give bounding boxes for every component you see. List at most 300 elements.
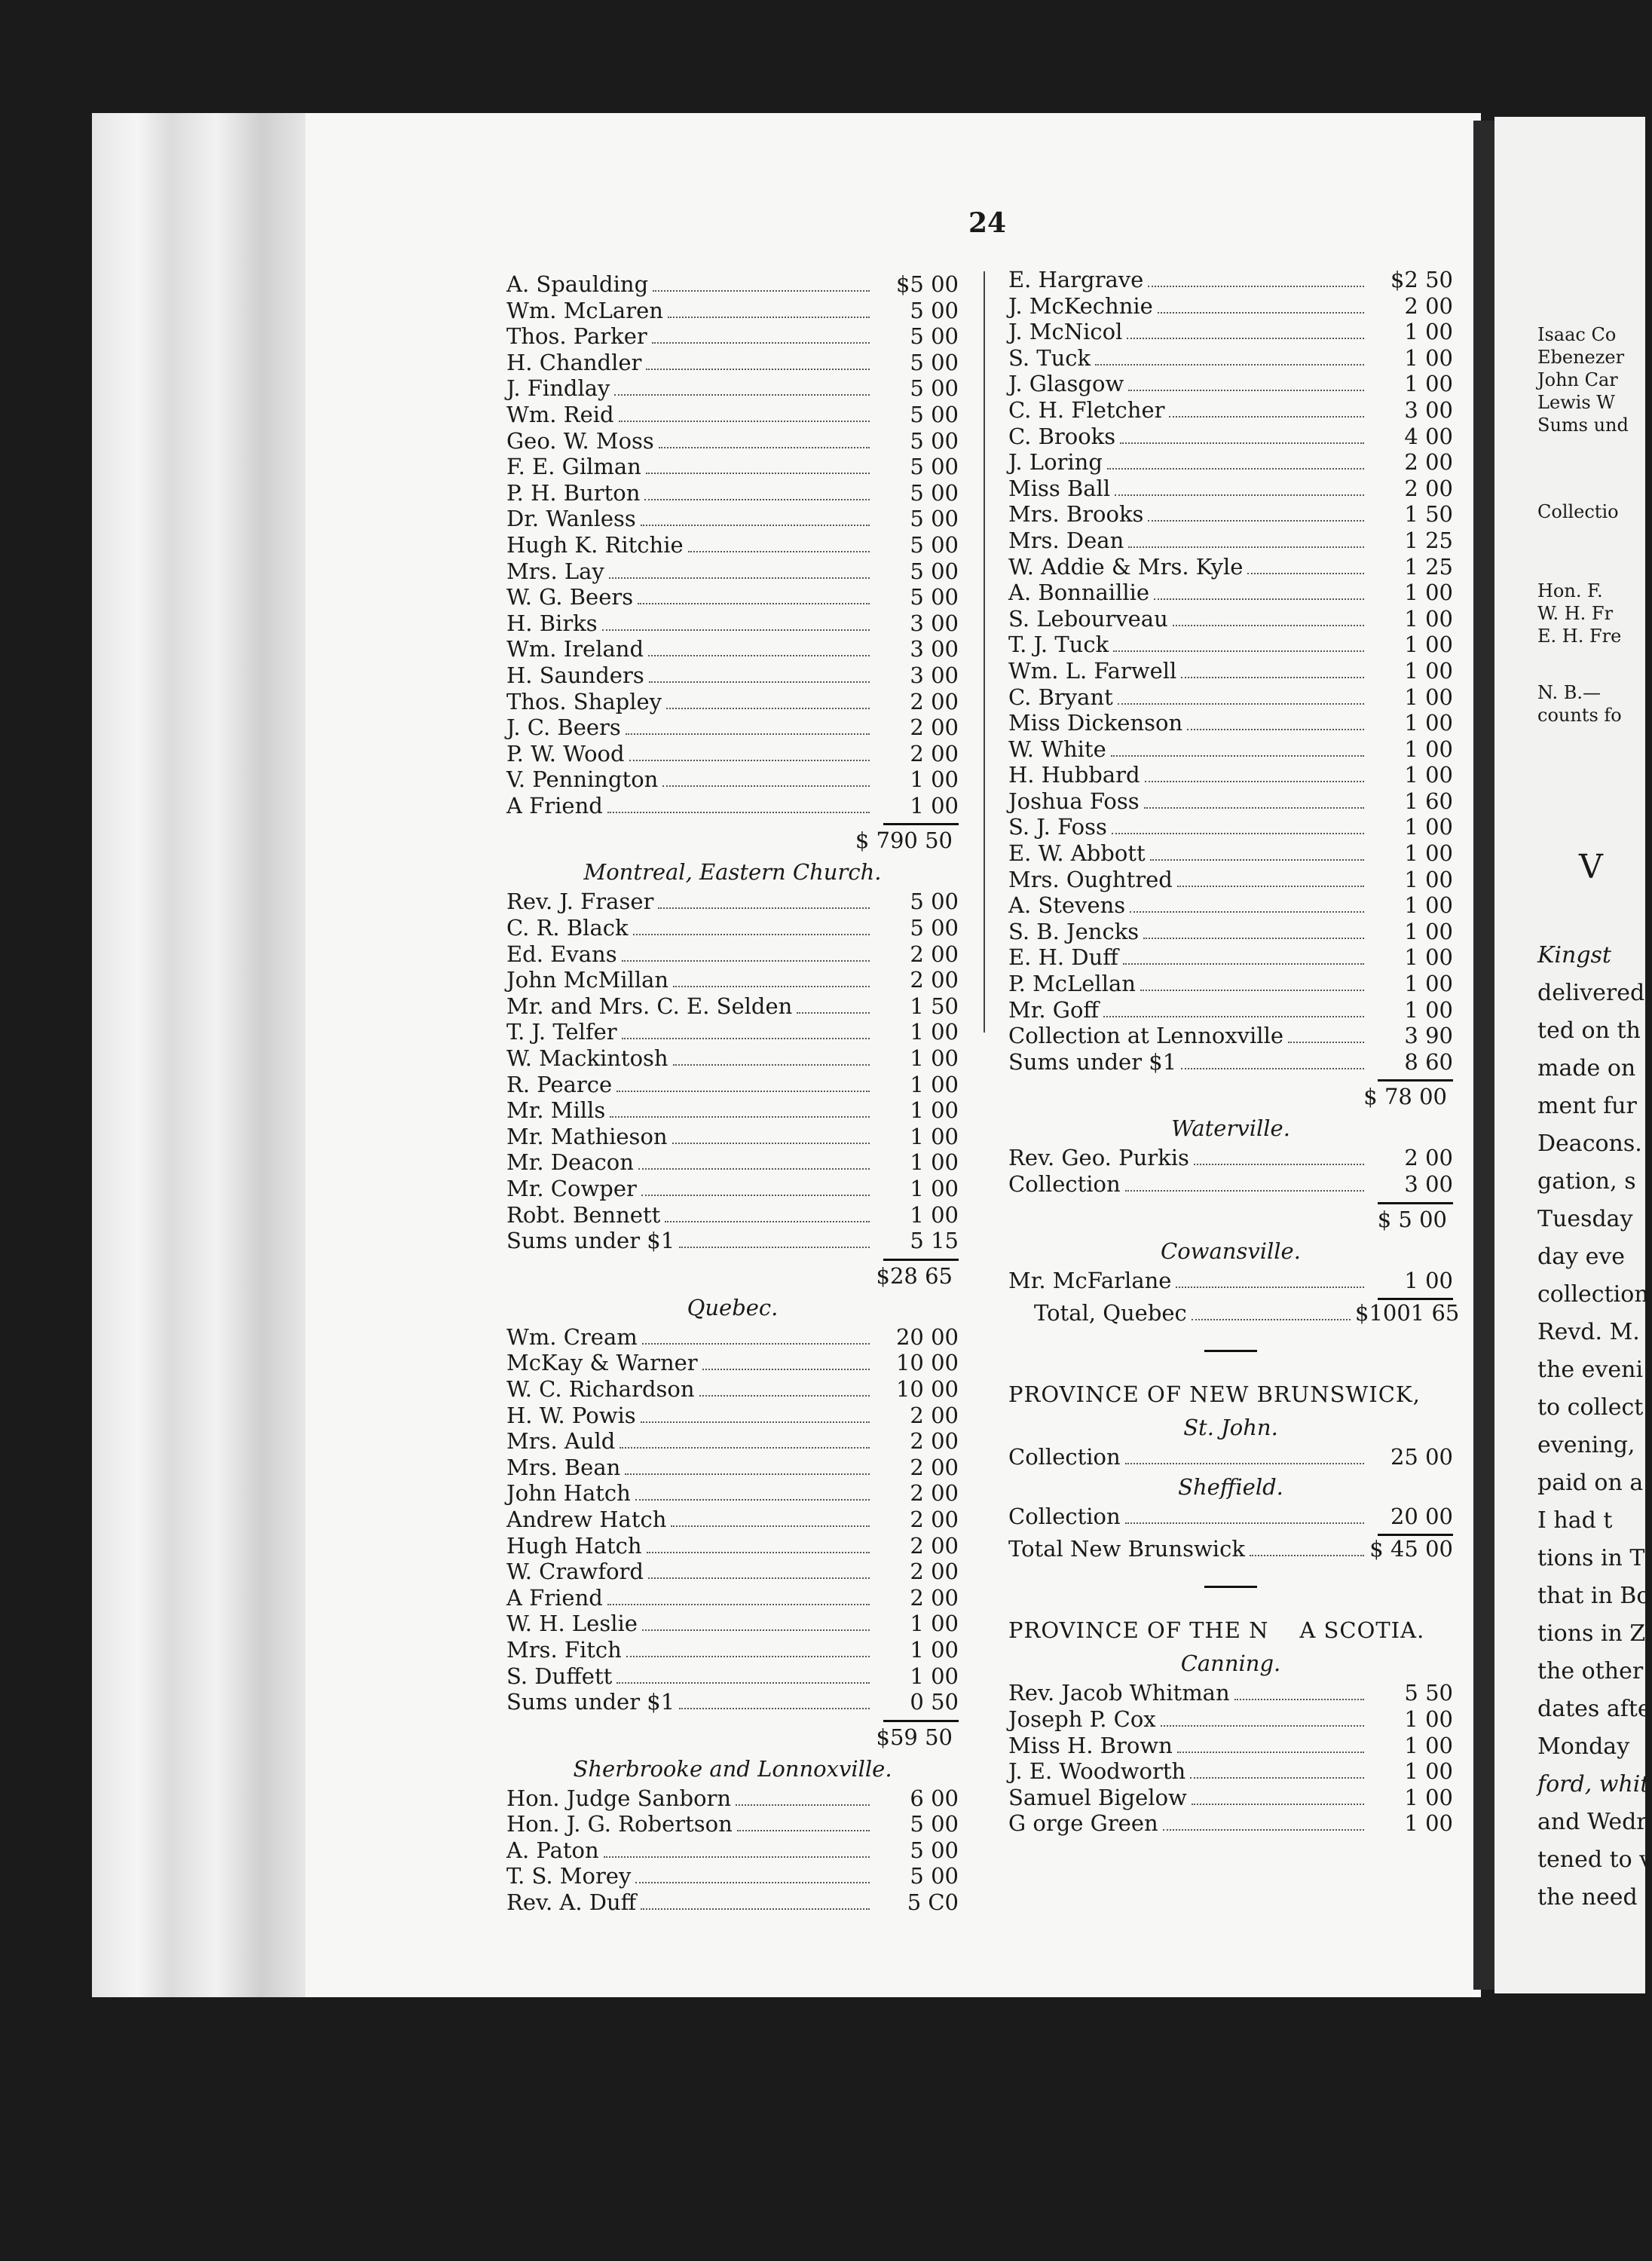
contribution-amount: 1 00: [910, 1636, 959, 1663]
contribution-row: [1008, 371, 1453, 397]
dot-leader: [635, 1882, 870, 1883]
contribution-row: [1008, 267, 1453, 293]
grand-total-row: [1008, 1300, 1460, 1333]
facing-text-fragment: I had t: [1537, 1507, 1613, 1534]
dot-leader: [642, 1629, 870, 1631]
dot-leader: [625, 1473, 870, 1475]
dot-leader: [1130, 911, 1364, 913]
contribution-amount: 1 00: [1404, 1784, 1453, 1810]
contributor-name: Mrs. Auld: [506, 1428, 616, 1455]
contribution-row: [1008, 476, 1453, 502]
contribution-row: [506, 1811, 959, 1837]
contributor-name: Wm. L. Farwell: [1008, 657, 1177, 684]
contribution-amount: 3 00: [910, 636, 959, 662]
contribution-row: [506, 584, 959, 610]
dot-leader: [1123, 963, 1364, 965]
contribution-row: [506, 1585, 959, 1611]
contributor-name: Mr. Cowper: [506, 1176, 637, 1201]
contribution-row: [1008, 606, 1453, 632]
section-heading: Sheffield.: [1178, 1473, 1283, 1500]
subtotal: $ 78 00: [1363, 1084, 1447, 1110]
facing-text-fragment: tions in T: [1537, 1545, 1645, 1571]
dot-leader: [797, 1012, 870, 1014]
facing-text-fragment: that in Bo: [1537, 1583, 1650, 1609]
section-heading: Cowansville.: [1161, 1238, 1301, 1264]
contributor-name: John McMillan: [506, 967, 669, 993]
contribution-row: [506, 1202, 959, 1228]
dot-leader: [666, 708, 870, 709]
contribution-amount: 2 00: [910, 1428, 959, 1455]
contributor-name: H. Birks: [506, 610, 598, 636]
contribution-row: [1008, 1733, 1453, 1759]
dot-leader: [1112, 833, 1364, 834]
contributor-name: A Friend: [506, 1584, 603, 1611]
contributor-name: J. McKechnie: [1008, 292, 1153, 319]
dot-leader: [641, 525, 870, 526]
contribution-amount: 2 00: [1404, 449, 1453, 476]
contribution-amount: 5 00: [910, 1811, 959, 1837]
contribution-amount: 3 00: [1404, 1171, 1453, 1197]
dot-leader: [607, 1604, 870, 1605]
contributor-name: Sums under $1: [506, 1228, 675, 1254]
contribution-row: [506, 1072, 959, 1098]
contributor-name: Mr. Goff: [1008, 996, 1100, 1023]
facing-text-fragment: John Car: [1537, 369, 1618, 390]
contribution-row: [506, 766, 959, 793]
dot-leader: [1148, 520, 1364, 522]
dot-leader: [1115, 494, 1364, 496]
contribution-amount: 3 90: [1404, 1023, 1453, 1049]
contribution-amount: 1 00: [910, 1663, 959, 1689]
contribution-row: [1008, 501, 1453, 528]
contributor-name: Collection: [1008, 1444, 1121, 1470]
contributor-name: Mr. Deacon: [506, 1149, 634, 1176]
contribution-row: [506, 350, 959, 376]
facing-text-fragment: V: [1579, 848, 1603, 886]
contribution-row: [1008, 840, 1453, 867]
dot-leader: [1140, 990, 1364, 991]
contribution-amount: 1 00: [1404, 736, 1453, 762]
facing-text-fragment: collection: [1537, 1281, 1649, 1308]
contribution-row: [506, 506, 959, 532]
contribution-amount: 5 00: [910, 506, 959, 532]
contribution-row: [1008, 971, 1453, 997]
contribution-row: [506, 967, 959, 993]
contributor-name: Samuel Bigelow: [1008, 1784, 1187, 1810]
section-separator: [1204, 1350, 1257, 1352]
dot-leader: [619, 421, 870, 422]
contribution-amount: $2 50: [1390, 267, 1453, 292]
contribution-row: [506, 1124, 959, 1150]
dot-leader: [1163, 1829, 1364, 1831]
contributor-name: Geo. W. Moss: [506, 427, 654, 454]
dot-leader: [1103, 1016, 1364, 1017]
contribution-row: [506, 889, 959, 915]
contributor-name: A. Spaulding: [506, 271, 649, 297]
contribution-amount: 1 00: [910, 1097, 959, 1124]
contribution-amount: 1 00: [1404, 371, 1453, 397]
contribution-row: [1008, 1785, 1453, 1811]
contribution-row: [506, 1428, 959, 1455]
contribution-amount: 1 00: [1404, 684, 1453, 710]
total-label: Total, Quebec: [1034, 1300, 1187, 1326]
facing-text-fragment: ted on th: [1537, 1017, 1641, 1044]
contribution-row: [506, 1403, 959, 1429]
contribution-amount: 1 00: [1404, 1732, 1453, 1758]
right-column: [1008, 267, 1460, 1837]
contribution-row: [1008, 867, 1453, 893]
dot-leader: [647, 1552, 870, 1553]
contribution-row: [1008, 1810, 1453, 1837]
subtotal: $ 790 50: [855, 828, 953, 854]
facing-text-fragment: day eve: [1537, 1244, 1626, 1270]
dot-leader: [1111, 755, 1364, 757]
contributor-name: H. Saunders: [506, 662, 644, 688]
contributor-name: Thos. Parker: [506, 323, 647, 350]
contribution-row: [506, 323, 959, 350]
contributor-name: Wm. Reid: [506, 401, 614, 427]
contribution-amount: 1 00: [910, 1611, 959, 1637]
dot-leader: [641, 1195, 870, 1196]
dot-leader: [679, 1708, 870, 1709]
contribution-amount: 5 00: [910, 479, 959, 506]
contribution-amount: 1 50: [910, 993, 959, 1019]
contributor-name: Wm. Cream: [506, 1323, 638, 1350]
contribution-amount: 5 00: [910, 375, 959, 402]
dot-leader: [1190, 1777, 1364, 1779]
grand-total-row: [1008, 1536, 1453, 1569]
contribution-amount: 1 00: [910, 1149, 959, 1176]
dot-leader: [646, 369, 870, 370]
contribution-amount: 5 C0: [907, 1889, 959, 1916]
dot-leader: [1173, 625, 1364, 626]
contribution-row: [506, 662, 959, 689]
contributor-name: H. Hubbard: [1008, 762, 1140, 788]
contributor-name: Rev. Jacob Whitman: [1008, 1680, 1230, 1706]
dot-leader: [614, 394, 870, 396]
contributor-name: J. Findlay: [506, 375, 610, 402]
contributor-list: [506, 271, 959, 818]
contributor-name: W. Mackintosh: [506, 1045, 668, 1072]
contribution-row: [1008, 944, 1453, 971]
contribution-amount: 2 00: [910, 688, 959, 714]
contributor-list: [1008, 1268, 1453, 1294]
contribution-amount: 5 00: [910, 1863, 959, 1889]
facing-text-fragment: Monday: [1537, 1733, 1630, 1760]
facing-text-fragment: and Wedr: [1537, 1809, 1647, 1835]
dot-leader: [1247, 573, 1364, 574]
contribution-row: [506, 689, 959, 715]
facing-text-fragment: Kingst: [1537, 942, 1611, 968]
contribution-row: [1008, 580, 1453, 606]
dot-leader: [609, 577, 870, 579]
contribution-amount: 20 00: [1390, 1503, 1453, 1529]
facing-text-fragment: ford, whit: [1537, 1771, 1650, 1797]
contributor-name: Mrs. Bean: [506, 1454, 621, 1480]
contribution-row: [506, 1455, 959, 1481]
dot-leader: [1187, 729, 1364, 730]
contribution-amount: 2 00: [910, 1480, 959, 1507]
dot-leader: [1176, 1287, 1364, 1288]
contribution-amount: 5 15: [910, 1228, 959, 1254]
dot-leader: [648, 1577, 870, 1579]
contribution-row: [506, 454, 959, 480]
contributor-name: S. J. Foss: [1008, 814, 1107, 840]
contribution-row: [506, 375, 959, 402]
contributor-name: Ed. Evans: [506, 941, 617, 967]
contributor-name: J. C. Beers: [506, 714, 621, 741]
contributor-list: [506, 889, 959, 1253]
contribution-amount: 8 60: [1404, 1048, 1453, 1075]
contribution-amount: 3 00: [910, 610, 959, 636]
dot-leader: [672, 1143, 870, 1144]
contribution-amount: 2 00: [910, 740, 959, 766]
contribution-amount: 1 00: [910, 1019, 959, 1045]
contributor-name: J. Glasgow: [1008, 371, 1124, 397]
contribution-row: [1008, 528, 1453, 554]
dot-leader: [688, 551, 870, 552]
contribution-amount: 1 00: [910, 1176, 959, 1201]
contribution-amount: 2 00: [1404, 475, 1453, 501]
contribution-amount: 2 00: [910, 1454, 959, 1480]
contribution-row: [506, 1045, 959, 1072]
subtotal: $28 65: [876, 1262, 953, 1289]
facing-text-fragment: the need: [1537, 1884, 1638, 1911]
facing-text-fragment: gation, s: [1537, 1168, 1636, 1195]
contribution-amount: 1 25: [1404, 527, 1453, 553]
contributor-name: T. S. Morey: [506, 1863, 632, 1889]
dot-leader: [626, 1656, 870, 1657]
contribution-row: [1008, 1504, 1453, 1530]
subtotal: $59 50: [876, 1724, 953, 1750]
facing-text-fragment: paid on a: [1537, 1470, 1644, 1496]
dot-leader: [1144, 807, 1364, 809]
dot-leader: [1177, 1752, 1364, 1753]
contribution-amount: 1 00: [1404, 996, 1453, 1023]
facing-text-fragment: evening,: [1537, 1432, 1635, 1458]
contribution-row: [1008, 1049, 1453, 1075]
contribution-amount: 1 00: [1404, 971, 1453, 997]
contribution-amount: 2 00: [910, 1532, 959, 1559]
dot-leader: [622, 960, 870, 962]
contributor-name: Sums under $1: [506, 1689, 675, 1715]
section-heading: Canning.: [1180, 1651, 1281, 1677]
contribution-row: [506, 1559, 959, 1585]
facing-text-fragment: W. H. Fr: [1537, 603, 1614, 624]
contribution-row: [1008, 814, 1453, 840]
contribution-row: [1008, 1706, 1453, 1733]
contribution-amount: 5 00: [910, 558, 959, 584]
dot-leader: [616, 1682, 870, 1684]
facing-text-fragment: ment fur: [1537, 1093, 1637, 1119]
contribution-row: [1008, 632, 1453, 658]
dot-leader: [1288, 1042, 1364, 1043]
dot-leader: [622, 1038, 870, 1039]
book-gutter: [1473, 121, 1494, 1990]
contribution-amount: 6 00: [910, 1785, 959, 1811]
dot-leader: [736, 1804, 870, 1806]
contributor-name: Mrs. Oughtred: [1008, 866, 1173, 892]
dot-leader: [1118, 703, 1364, 705]
contribution-amount: 1 00: [1404, 319, 1453, 345]
facing-text-fragment: tened to v: [1537, 1846, 1652, 1873]
dot-leader: [702, 1369, 870, 1370]
section-heading: Waterville.: [1171, 1115, 1290, 1142]
contributor-name: P. W. Wood: [506, 740, 625, 766]
contribution-amount: 10 00: [895, 1350, 959, 1376]
contributor-name: Thos. Shapley: [506, 688, 662, 714]
contributor-name: P. McLellan: [1008, 971, 1136, 997]
contribution-row: [506, 1533, 959, 1559]
contributor-name: E. H. Duff: [1008, 944, 1118, 971]
contribution-amount: 1 00: [1404, 580, 1453, 606]
total-amount: $ 45 00: [1369, 1536, 1453, 1562]
facing-text-fragment: Hon. F.: [1537, 580, 1603, 601]
contribution-row: [1008, 684, 1453, 711]
contribution-row: [506, 1176, 959, 1202]
dot-leader: [620, 1447, 870, 1449]
dot-leader: [610, 1116, 870, 1118]
dot-leader: [1169, 416, 1364, 418]
contribution-row: [506, 532, 959, 558]
dot-leader: [652, 342, 870, 344]
facing-text-fragment: Tuesday: [1537, 1206, 1633, 1232]
contribution-row: [506, 1663, 959, 1690]
contributor-name: J. E. Woodworth: [1008, 1758, 1186, 1785]
facing-text-fragment: counts fo: [1537, 705, 1622, 726]
dot-leader: [1177, 886, 1364, 887]
contribution-row: [506, 793, 959, 819]
contributor-name: Mrs. Fitch: [506, 1636, 622, 1663]
contribution-amount: 20 00: [895, 1323, 959, 1350]
dot-leader: [646, 473, 870, 474]
contribution-row: [506, 915, 959, 941]
contributor-name: C. R. Black: [506, 915, 629, 941]
dot-leader: [1113, 650, 1364, 652]
dot-leader: [649, 681, 870, 683]
contribution-amount: 4 00: [1404, 423, 1453, 449]
contribution-amount: 2 00: [910, 1402, 959, 1428]
contribution-row: [506, 993, 959, 1020]
dot-leader: [642, 1343, 870, 1345]
contributor-list: [1008, 1444, 1453, 1470]
dot-leader: [665, 1221, 870, 1222]
dot-leader: [607, 812, 870, 813]
contributor-name: T. J. Tuck: [1008, 632, 1109, 658]
dot-leader: [1148, 286, 1364, 287]
province-heading: PROVINCE OF THE N A SCOTIA.: [1008, 1617, 1425, 1644]
contribution-amount: 1 00: [910, 1045, 959, 1072]
contributor-name: A. Bonnaillie: [1008, 580, 1150, 606]
contribution-amount: 3 00: [1404, 396, 1453, 423]
contributor-name: Hugh K. Ritchie: [506, 531, 684, 558]
dot-leader: [1234, 1699, 1364, 1700]
dot-leader: [1128, 390, 1364, 391]
dot-leader: [635, 1499, 870, 1501]
total-amount: $1001 65: [1355, 1300, 1460, 1326]
dot-leader: [633, 934, 870, 935]
contribution-row: [1008, 345, 1453, 372]
contribution-amount: 1 00: [910, 792, 959, 818]
contribution-amount: 1 00: [1404, 892, 1453, 919]
section-heading: St. John.: [1183, 1415, 1278, 1441]
contribution-row: [1008, 449, 1453, 476]
section-heading: Sherbrooke and Lonnoxville.: [573, 1755, 892, 1782]
contribution-row: [1008, 710, 1453, 736]
contribution-amount: 5 00: [910, 349, 959, 375]
contributor-name: Dr. Wanless: [506, 506, 636, 532]
contributor-name: Rev. Geo. Purkis: [1008, 1145, 1189, 1171]
contribution-amount: 5 00: [910, 1837, 959, 1863]
dot-leader: [1125, 1190, 1364, 1192]
dot-leader: [1161, 1725, 1364, 1727]
contribution-amount: 1 00: [1404, 918, 1453, 944]
contribution-amount: 1 00: [1404, 1810, 1453, 1837]
page-stack-edge: [92, 113, 318, 1997]
contribution-amount: 1 60: [1404, 788, 1453, 814]
dot-leader: [1181, 677, 1364, 678]
facing-text-fragment: Sums und: [1537, 415, 1629, 436]
contribution-row: [1008, 554, 1453, 580]
dot-leader: [1194, 1164, 1364, 1165]
contributor-list: [1008, 1680, 1453, 1837]
contribution-amount: 1 50: [1404, 501, 1453, 528]
contributor-name: A Friend: [506, 792, 603, 818]
contribution-amount: 5 00: [910, 401, 959, 427]
contribution-amount: 1 00: [1404, 1706, 1453, 1732]
dot-leader: [668, 317, 870, 318]
contribution-row: [1008, 1171, 1453, 1198]
contributor-name: Mr. Mathieson: [506, 1123, 668, 1149]
contribution-row: [506, 1376, 959, 1403]
contribution-row: [1008, 1758, 1453, 1785]
contribution-row: [506, 271, 959, 298]
facing-text-fragment: Lewis W: [1537, 392, 1615, 413]
dot-leader: [641, 1421, 870, 1423]
contribution-row: [506, 1889, 959, 1916]
contribution-amount: 1 00: [1404, 840, 1453, 867]
contribution-amount: 25 00: [1390, 1444, 1453, 1470]
contributor-name: Miss Dickenson: [1008, 710, 1183, 736]
dot-leader: [1181, 1068, 1364, 1069]
dot-leader: [604, 1856, 870, 1858]
contributor-name: Rev. J. Fraser: [506, 889, 654, 915]
contribution-amount: 1 00: [1404, 632, 1453, 658]
subtotal: $ 5 00: [1377, 1206, 1447, 1232]
contribution-amount: 5 50: [1404, 1680, 1453, 1706]
dot-leader: [658, 907, 870, 909]
contributor-name: F. E. Gilman: [506, 454, 641, 480]
contribution-row: [506, 1837, 959, 1864]
contribution-row: [506, 298, 959, 324]
contributor-name: W. C. Richardson: [506, 1375, 695, 1402]
contributor-name: Mrs. Lay: [506, 558, 604, 584]
contribution-row: [506, 1097, 959, 1124]
contribution-amount: 1 00: [1404, 1267, 1453, 1293]
contributor-name: Sums under $1: [1008, 1048, 1177, 1075]
contribution-row: [506, 1019, 959, 1045]
dot-leader: [1154, 598, 1364, 600]
contribution-amount: 1 00: [1404, 344, 1453, 371]
contributor-list: [1008, 1145, 1453, 1197]
contribution-amount: 5 00: [910, 531, 959, 558]
contributor-name: G orge Green: [1008, 1810, 1158, 1837]
contributor-name: John Hatch: [506, 1480, 631, 1507]
contribution-amount: $5 00: [895, 271, 959, 297]
contribution-amount: 2 00: [910, 941, 959, 967]
facing-text-fragment: Revd. M.: [1537, 1319, 1640, 1345]
contribution-row: [506, 428, 959, 454]
